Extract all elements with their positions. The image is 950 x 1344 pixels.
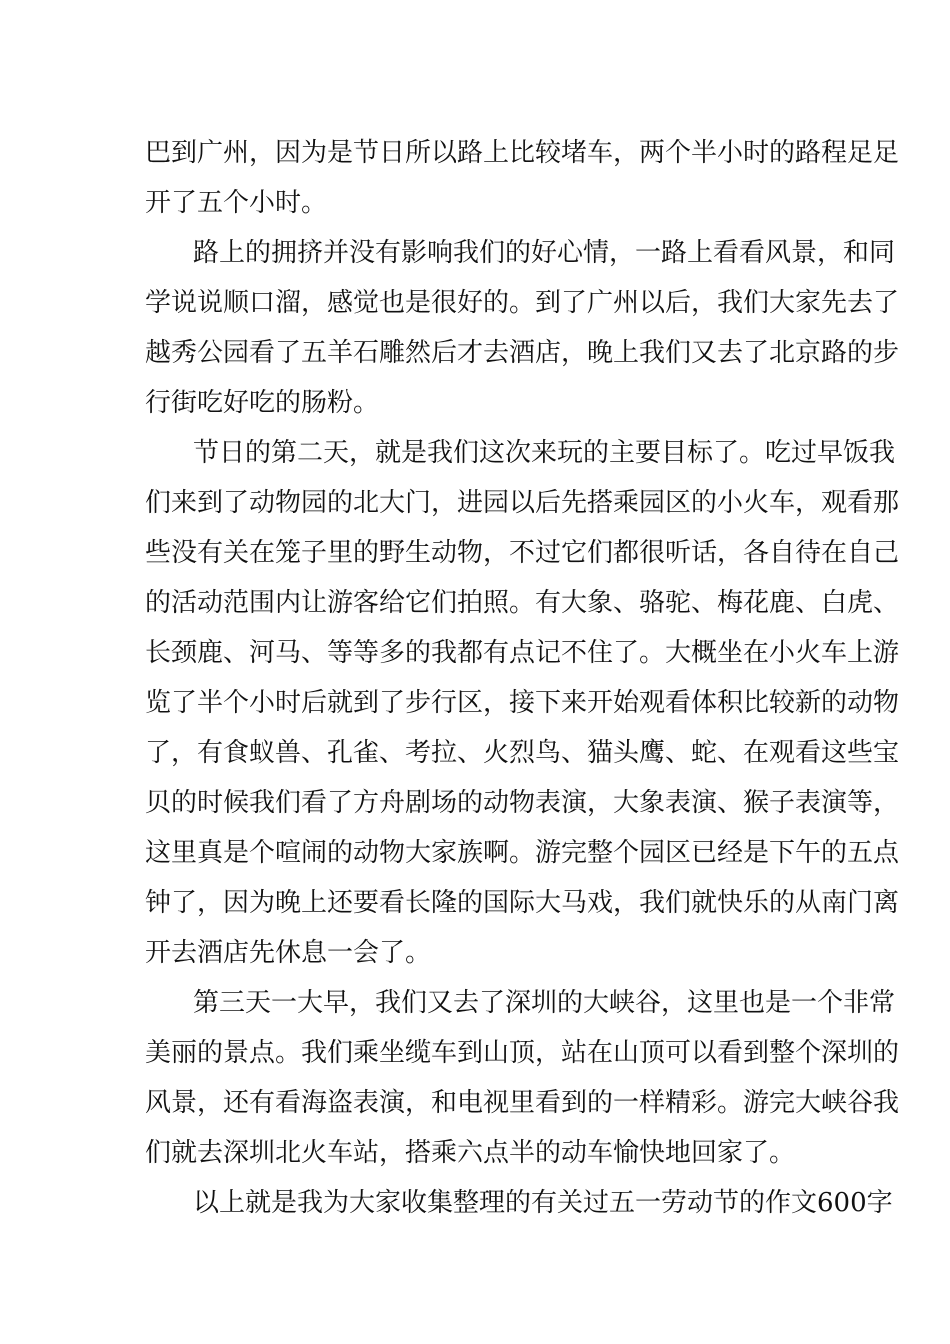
- paragraph-3: [145, 428, 900, 978]
- text-line: 们来到了动物园的北大门，进园以后先搭乘园区的小火车，观看那: [145, 488, 900, 518]
- text-line: 巴到广州，因为是节日所以路上比较堵车，两个半小时的路程足足: [145, 138, 900, 168]
- text-line: 了，有食蚁兽、孔雀、考拉、火烈鸟、猫头鹰、蛇、在观看这些宝: [145, 738, 900, 768]
- text-line: 开去酒店先休息一会了。: [145, 938, 432, 968]
- text-line: 们就去深圳北火车站，搭乘六点半的动车愉快地回家了。: [145, 1138, 796, 1168]
- text-line: 览了半个小时后就到了步行区，接下来开始观看体积比较新的动物: [145, 688, 900, 718]
- text-line: 开了五个小时。: [145, 188, 328, 218]
- paragraph-2: [145, 228, 900, 428]
- document-body: [145, 128, 900, 1228]
- text-line: 贝的时候我们看了方舟剧场的动物表演，大象表演、猴子表演等，: [145, 788, 900, 818]
- paragraph-5: [145, 1178, 893, 1228]
- text-line: 节日的第二天，就是我们这次来玩的主要目标了。吃过早饭我: [193, 438, 896, 468]
- text-line: 越秀公园看了五羊石雕然后才去酒店，晚上我们又去了北京路的步: [145, 338, 900, 368]
- text-line: 这里真是个喧闹的动物大家族啊。游完整个园区已经是下午的五点: [145, 838, 900, 868]
- text-line: 美丽的景点。我们乘坐缆车到山顶，站在山顶可以看到整个深圳的: [145, 1038, 900, 1068]
- paragraph-4: [145, 978, 900, 1178]
- text-line: 的活动范围内让游客给它们拍照。有大象、骆驼、梅花鹿、白虎、: [145, 588, 900, 618]
- paragraph-1: [145, 128, 900, 228]
- text-line: 行街吃好吃的肠粉。: [145, 388, 380, 418]
- text-line: 长颈鹿、河马、等等多的我都有点记不住了。大概坐在小火车上游: [145, 638, 900, 668]
- text-line: 以上就是我为大家收集整理的有关过五一劳动节的作文600字: [193, 1188, 893, 1218]
- text-line: 第三天一大早，我们又去了深圳的大峡谷，这里也是一个非常: [193, 988, 896, 1018]
- text-line: 风景，还有看海盗表演，和电视里看到的一样精彩。游完大峡谷我: [145, 1088, 900, 1118]
- text-line: 路上的拥挤并没有影响我们的好心情，一路上看看风景，和同: [193, 238, 896, 268]
- text-line: 些没有关在笼子里的野生动物，不过它们都很听话，各自待在自己: [145, 538, 900, 568]
- text-line: 学说说顺口溜，感觉也是很好的。到了广州以后，我们大家先去了: [145, 288, 900, 318]
- text-line: 钟了，因为晚上还要看长隆的国际大马戏，我们就快乐的从南门离: [145, 888, 900, 918]
